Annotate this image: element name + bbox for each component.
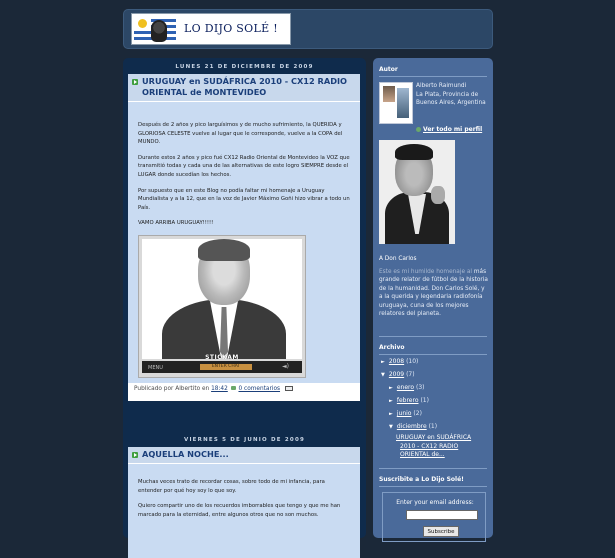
archive-month-junio[interactable]: ► junio (2) <box>389 410 422 417</box>
divider <box>379 336 487 337</box>
archive-year-2008[interactable]: ► 2008 (10) <box>381 358 419 365</box>
video-menu-button[interactable]: MENU <box>148 364 163 371</box>
caption-title: A Don Carlos <box>379 256 417 262</box>
post-paragraph: Durante estos 2 años y pico fué CX12 Radio Oriental de Montevideo la VOZ que transmitió todas y cada una de las alternativas de este logro SIEMPRE desde el LUGAR donde sucedían los hechos. <box>138 154 350 178</box>
post-paragraph: Por supuesto que en este Blog no podía faltar mi homenaje a Uruguay Mundialista y a la 12, que en la voz de Javier Máximo Goñi hizo vibrar a todo un País. <box>138 187 350 211</box>
expand-arrow-icon: ► <box>389 411 393 417</box>
carlos-sole-photo <box>379 140 455 244</box>
profile-icon <box>416 127 421 132</box>
video-controls <box>142 361 302 373</box>
email-input[interactable] <box>406 510 478 520</box>
post-footer: Publicado por Albertito en 18:42 0 comentarios <box>128 383 360 401</box>
caption-body: Este es mi humilde homenaje al más grande relator de fútbol de la historia de la humanidad. Don Carlos Solé, y a la querida y legendaria radiofonía uruguaya, cuna de los mejores relatores del planeta. <box>379 269 488 318</box>
archive-year-2009[interactable]: ▼ 2009 (7) <box>381 371 415 378</box>
subscribe-title: Suscribite a Lo Dijo Solé! <box>379 476 464 483</box>
post-date: VIERNES 5 DE JUNIO DE 2009 <box>183 437 305 443</box>
comment-icon <box>231 386 236 390</box>
expand-arrow-icon: ► <box>381 359 385 365</box>
author-section-title: Autor <box>379 66 398 73</box>
expand-arrow-icon: ► <box>389 385 393 391</box>
arrow-right-icon <box>132 452 138 458</box>
main-column <box>123 58 366 538</box>
archive-month-enero[interactable]: ► enero (3) <box>389 384 425 391</box>
expand-arrow-icon: ► <box>389 398 393 404</box>
post <box>128 447 360 558</box>
divider <box>379 354 487 355</box>
post-body <box>128 464 360 558</box>
divider <box>379 76 487 77</box>
video-thumbnail[interactable] <box>142 239 302 359</box>
blog-header <box>123 9 493 49</box>
archive-month-febrero[interactable]: ► febrero (1) <box>389 397 429 404</box>
arrow-right-icon <box>132 79 138 85</box>
volume-icon[interactable]: ◄) <box>282 362 289 370</box>
uruguay-flag-icon <box>134 16 176 42</box>
blog-title: LO DIJO SOLÉ ! <box>184 22 278 35</box>
author-info <box>416 82 491 108</box>
post-paragraph: VAMO ARRIBA URUGUAY!!!!! <box>138 220 214 227</box>
author-location: La Plata, Provincia de Buenos Aires, Argentina <box>416 91 486 106</box>
divider <box>379 468 487 469</box>
post-title[interactable]: AQUELLA NOCHE... <box>142 449 229 459</box>
sidebar <box>373 58 493 538</box>
portrait-icon <box>151 20 167 42</box>
email-label: Enter your email address: <box>396 499 474 506</box>
post-paragraph: Muchas veces trato de recordar cosas, sobre todo de mi infancia, para entender por qué hoy soy lo que soy. <box>138 479 325 494</box>
post-date: LUNES 21 DE DICIEMBRE DE 2009 <box>175 64 314 70</box>
post-title[interactable]: URUGUAY en SUDÁFRICA 2010 - CX12 RADIO ORIENTAL de MONTEVIDEO <box>142 76 347 97</box>
collapse-arrow-icon: ▼ <box>381 372 385 378</box>
post-paragraph: Después de 2 años y pico larguísimos y de mucho sufrimiento, la QUERIDA y GLORIOSA CELESTE vuelve al lugar que le corresponde, vuelve a la COPA del MUNDO. <box>138 122 343 146</box>
view-profile-link[interactable]: Ver todo mi perfil <box>423 126 483 133</box>
archive-post-link[interactable]: URUGUAY en SUDÁFRICA 2010 - CX12 RADIO ORIENTAL de... <box>396 434 472 458</box>
video-player[interactable] <box>138 235 306 378</box>
author-name: Alberto Raimundi <box>416 83 467 89</box>
email-post-icon[interactable] <box>285 386 293 391</box>
post <box>128 74 360 401</box>
enter-chat-button[interactable]: ENTER CHAT <box>200 364 252 370</box>
profile-photo[interactable] <box>379 82 413 124</box>
blog-logo[interactable] <box>131 13 291 45</box>
post-time-link[interactable]: 18:42 <box>211 385 228 392</box>
collapse-arrow-icon: ▼ <box>389 424 393 430</box>
archive-month-diciembre[interactable]: ▼ diciembre (1) <box>389 423 438 430</box>
post-title-bar <box>128 447 360 464</box>
archive-title: Archivo <box>379 344 405 351</box>
subscribe-button[interactable]: Subscribe <box>423 526 459 537</box>
divider <box>379 486 487 487</box>
post-body <box>128 102 360 383</box>
subscribe-form <box>382 492 486 542</box>
comments-link[interactable]: 0 comentarios <box>238 385 281 392</box>
post-paragraph: Quiero compartir uno de los recuerdos imborrables que tengo y que me han marcado para la eternidad, entre algunos otros que no son muchos. <box>138 503 341 518</box>
post-title-bar <box>128 74 360 102</box>
stickam-logo: STICKAM <box>205 353 239 359</box>
